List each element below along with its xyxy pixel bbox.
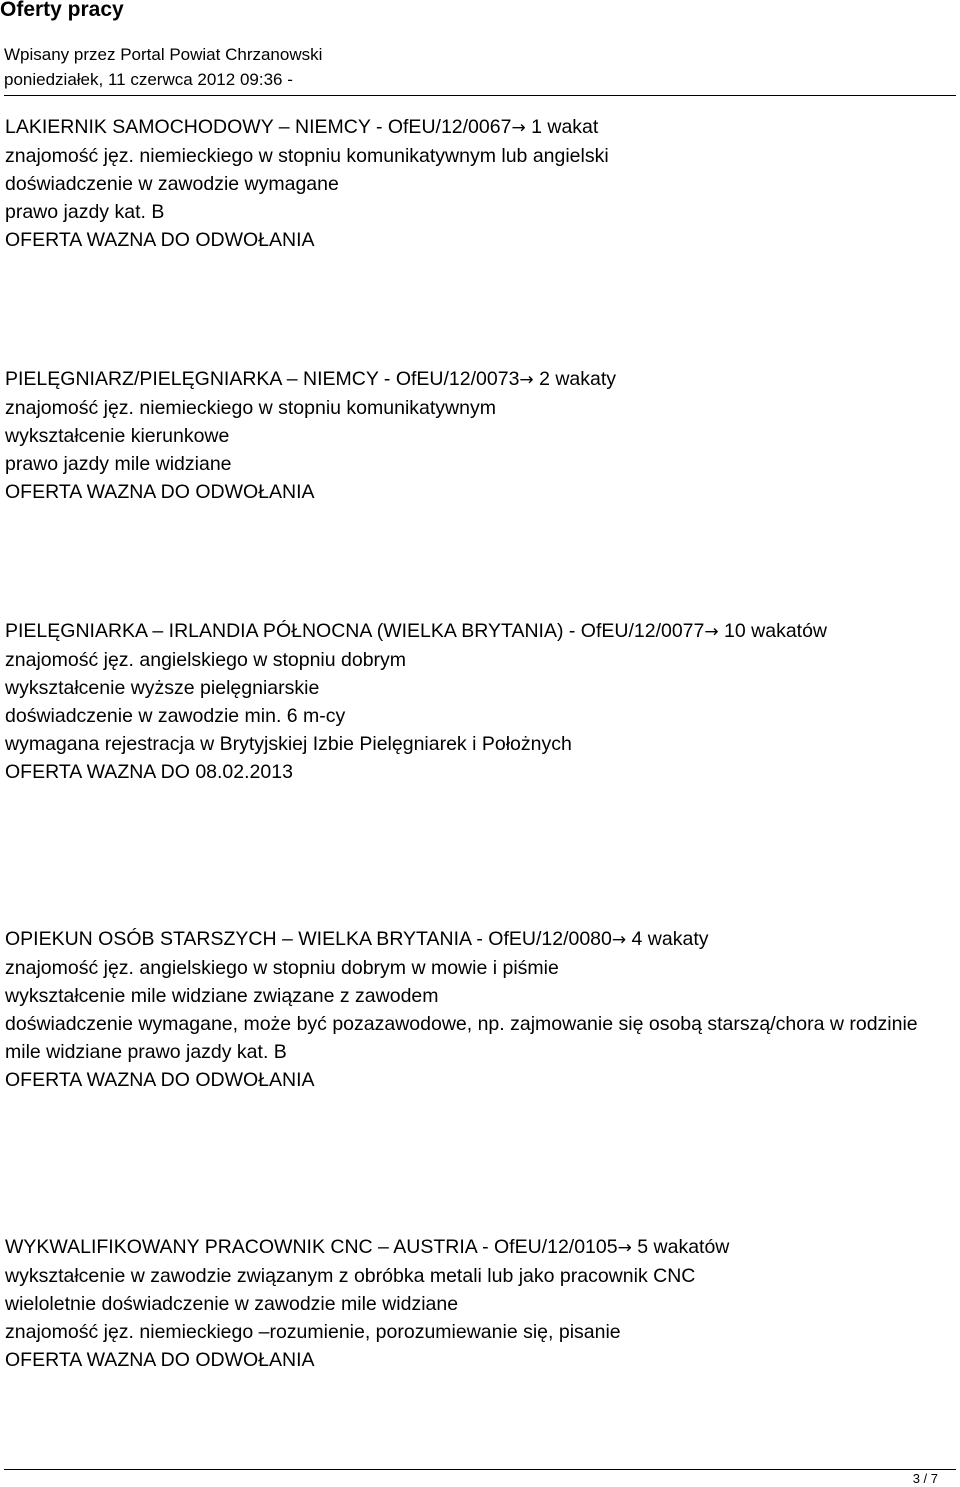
offer-requirement: wykształcenie wyższe pielęgniarskie [5,677,320,699]
offer-requirement: prawo jazdy kat. B [5,201,165,223]
offer-vacancies: 2 wakaty [533,368,617,390]
job-offer [5,365,950,506]
offer-title: OPIEKUN OSÓB STARSZYCH – WIELKA BRYTANIA - OfEU/12/0080 [5,928,612,950]
offer-requirement: znajomość jęz. niemieckiego w stopniu komunikatywnym lub angielski [5,145,609,167]
offer-requirement: prawo jazdy mile widziane [5,453,232,475]
offer-requirement: znajomość jęz. niemieckiego w stopniu komunikatywnym [5,397,496,419]
arrow-icon: → [511,118,526,138]
offer-requirement: znajomość jęz. niemieckiego –rozumienie, porozumiewanie się, pisanie [5,1321,621,1343]
offer-requirement: znajomość jęz. angielskiego w stopniu dobrym [5,649,407,671]
offer-title: PIELĘGNIARKA – IRLANDIA PÓŁNOCNA (WIELKA BRYTANIA) - OfEU/12/0077 [5,620,705,642]
job-offer [5,113,950,254]
offer-vacancies: 5 wakatów [631,1236,730,1258]
offer-requirement: mile widziane prawo jazdy kat. B [5,1041,287,1063]
offer-requirement: wykształcenie mile widziane związane z zawodem [5,985,439,1007]
offer-heading [5,925,950,954]
date-line: poniedziałek, 11 czerwca 2012 09:36 - [4,70,293,89]
job-offer [5,617,950,786]
offer-validity: OFERTA WAZNA DO ODWOŁANIA [5,1069,315,1091]
offer-vacancies: 1 wakat [525,116,599,138]
header-divider [4,95,956,96]
page-title: Oferty pracy [0,0,124,21]
offer-validity: OFERTA WAZNA DO ODWOŁANIA [5,229,315,251]
footer-divider [4,1469,956,1470]
offer-title: LAKIERNIK SAMOCHODOWY – NIEMCY - OfEU/12/0067 [5,116,512,138]
offer-requirement: doświadczenie wymagane, może być pozazawodowe, np. zajmowanie się osobą starszą/chora w rodzinie [5,1013,918,1035]
article-meta [4,42,322,92]
offer-validity: OFERTA WAZNA DO 08.02.2013 [5,761,293,783]
offer-heading [5,365,950,394]
offer-vacancies: 4 wakaty [626,928,709,950]
offer-heading [5,617,950,646]
offer-vacancies: 10 wakatów [718,620,828,642]
arrow-icon: → [519,370,534,390]
page-number: 3 / 7 [912,1471,938,1486]
offer-heading [5,113,950,142]
offer-validity: OFERTA WAZNA DO ODWOŁANIA [5,481,315,503]
offer-title: PIELĘGNIARZ/PIELĘGNIARKA – NIEMCY - OfEU/12/0073 [5,368,520,390]
job-offer [5,925,950,1094]
offer-validity: OFERTA WAZNA DO ODWOŁANIA [5,1349,315,1371]
arrow-icon: → [611,930,627,950]
offer-requirement: wieloletnie doświadczenie w zawodzie mile widziane [5,1293,459,1315]
offer-requirement: wykształcenie w zawodzie związanym z obróbka metali lub jako pracownik CNC [5,1265,696,1287]
arrow-icon: → [617,1238,632,1258]
offer-requirement: wykształcenie kierunkowe [5,425,230,447]
offer-requirement: doświadczenie w zawodzie wymagane [5,173,339,195]
offer-requirement: wymagana rejestracja w Brytyjskiej Izbie Pielęgniarek i Położnych [5,733,572,755]
offer-title: WYKWALIFIKOWANY PRACOWNIK CNC – AUSTRIA - OfEU/12/0105 [5,1236,618,1258]
offer-requirement: doświadczenie w zawodzie min. 6 m-cy [5,705,346,727]
job-offer [5,1233,950,1374]
offer-requirement: znajomość jęz. angielskiego w stopniu dobrym w mowie i piśmie [5,957,559,979]
offer-heading [5,1233,950,1262]
author-line: Wpisany przez Portal Powiat Chrzanowski [4,45,323,64]
arrow-icon: → [704,622,719,642]
